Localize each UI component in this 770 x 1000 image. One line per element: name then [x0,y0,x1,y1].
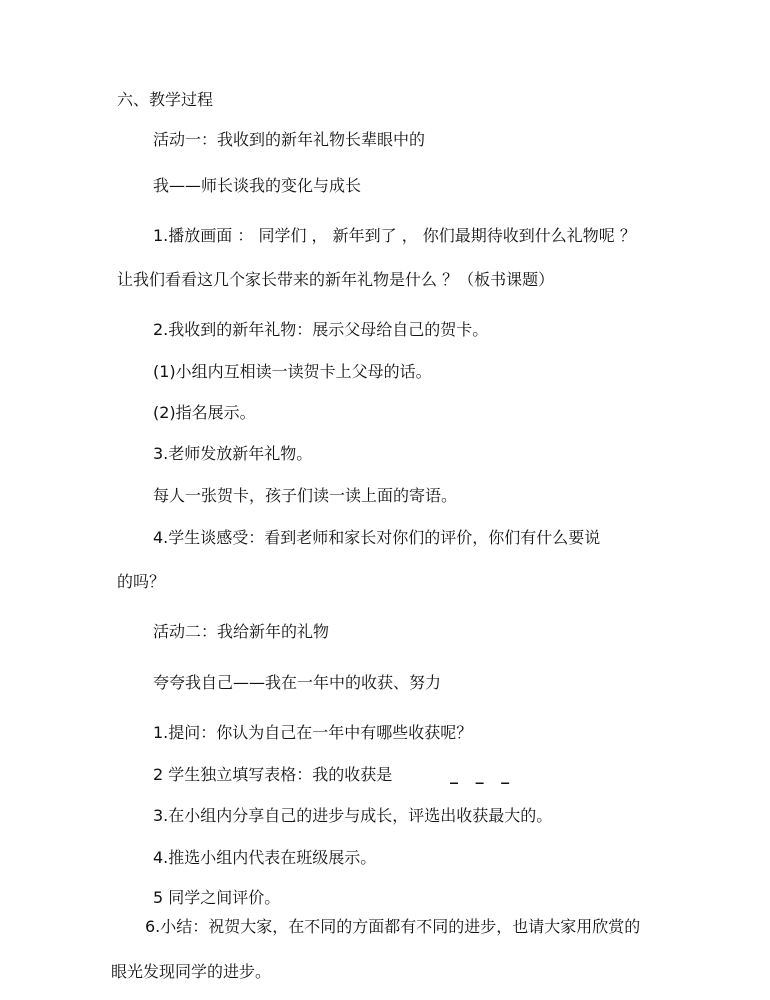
activity-one-step2: 2.我收到的新年礼物：展示父母给自己的贺卡。 [153,320,489,339]
activity-two-step6-line2: 眼光发现同学的进步。 [111,962,272,981]
activity-two-step5: 5 同学之间评价。 [153,888,281,907]
activity-one-step1-line1: 1.播放画面 ： 同学们 ， 新年到了 ， 你们最期待收到什么礼物呢 ？ [153,226,636,245]
activity-two-step2: 2 学生独立填写表格：我的收获是 [153,765,393,784]
activity-one-step4-line1: 4.学生谈感受：看到老师和家长对你们的评价，你们有什么要说 [153,528,601,547]
activity-one-step2-sub1: (1)小组内互相读一读贺卡上父母的话。 [153,362,432,381]
activity-two-step6-line1: 6.小结：祝贺大家，在不同的方面都有不同的进步，也请大家用欣赏的 [145,917,641,936]
activity-two-step4: 4.推选小组内代表在班级展示。 [153,848,377,867]
activity-two-title-line1: 活动二：我给新年的礼物 [153,622,330,641]
activity-two-step2-blanks: _ _ _ [450,765,516,784]
activity-one-step1-line2: 让我们看看这几个家长带来的新年礼物是什么 ？（板书课题） [117,270,555,289]
activity-two-title-line2: 夸夸我自己——我在一年中的收获、努力 [153,673,442,692]
activity-two-step3: 3.在小组内分享自己的进步与成长，评选出收获最大的。 [153,806,553,825]
activity-one-step4-line2: 的吗？ [117,572,166,591]
activity-one-step3-detail: 每人一张贺卡，孩子们读一读上面的寄语。 [153,486,458,505]
section-heading: 六、教学过程 [117,90,214,109]
activity-one-title-line2: 我——师长谈我的变化与成长 [153,176,362,195]
activity-two-step1: 1.提问：你认为自己在一年中有哪些收获呢？ [153,723,473,742]
activity-one-step3: 3.老师发放新年礼物。 [153,444,313,463]
activity-one-step2-sub2: (2)指名展示。 [153,403,256,422]
activity-one-title-line1: 活动一：我收到的新年礼物长辈眼中的 [153,130,426,149]
